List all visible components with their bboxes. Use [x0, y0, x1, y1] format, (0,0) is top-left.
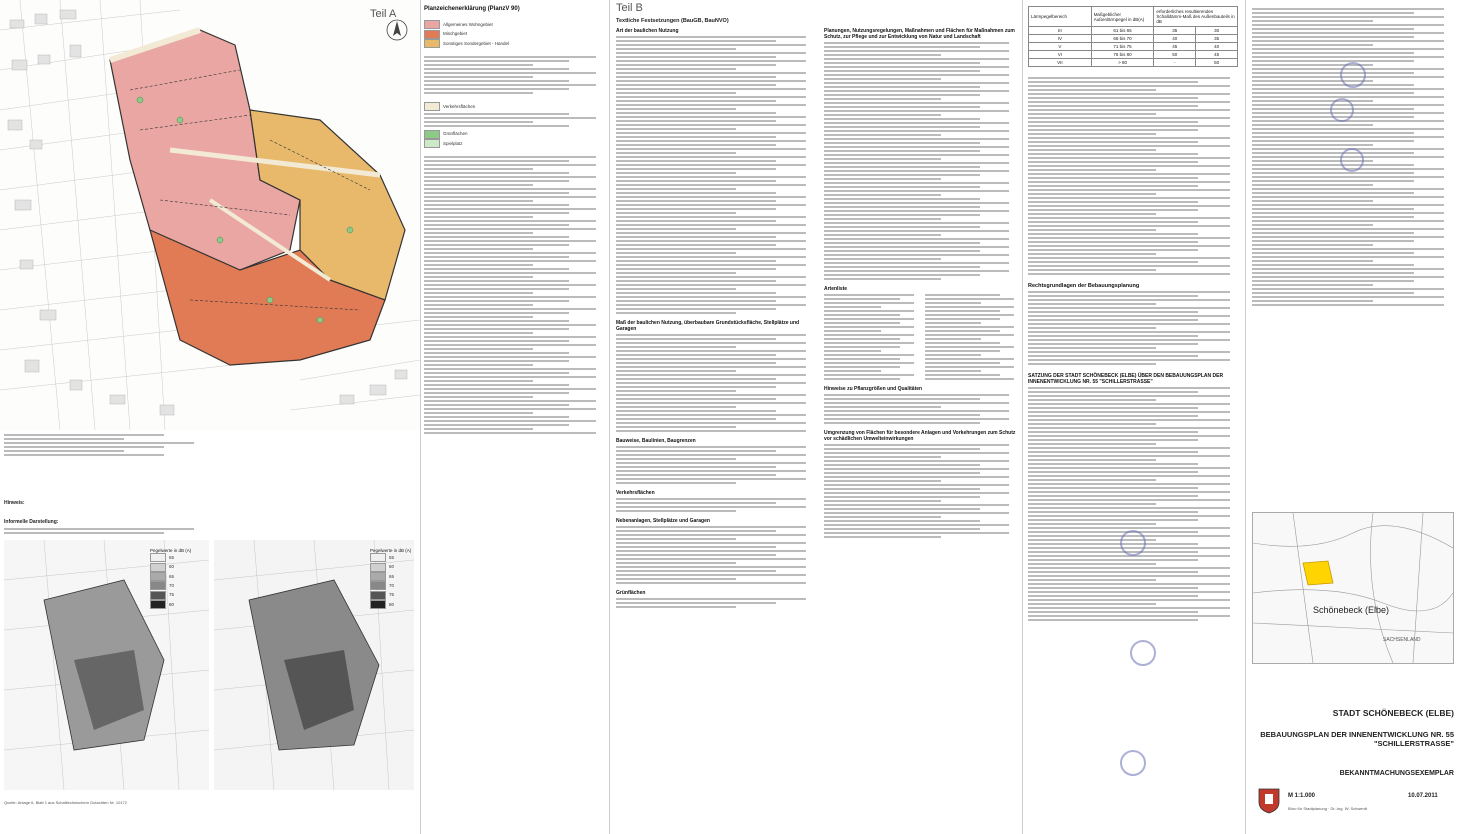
table-cell: 35 [1154, 27, 1196, 35]
table-cell: 45 [1154, 43, 1196, 51]
legend-item-gruen [424, 129, 605, 138]
noise-table [1028, 6, 1238, 67]
stamp-icon [1340, 62, 1366, 88]
pegel-value-2-3: 70 [389, 582, 395, 588]
table-cell: 45 [1196, 51, 1238, 59]
legend-item-verkehr-label: Verkehrsflächen [443, 103, 476, 109]
pegel-value-2-5: 80 [389, 601, 395, 607]
pegel-value-1-5: 80 [169, 601, 175, 607]
table-head-3: erforderliches resultierendes Schalldämm-Maß des Außenbauteils in dB [1154, 7, 1238, 27]
teil-a-label: Teil A [370, 8, 397, 20]
section-art: Art der baulichen Nutzung [616, 28, 679, 34]
teil-b-label: Teil B [616, 2, 643, 14]
table-head-1: Lärmpegelbereich [1029, 7, 1092, 27]
plan-city-title: STADT SCHÖNEBECK (ELBE) [1332, 708, 1454, 718]
table-head-2: Maßgeblicher Außenlärmpegel in dB(A) [1091, 7, 1154, 27]
pegel-legend-1 [150, 548, 191, 609]
pegel-value-1-2: 65 [169, 573, 175, 579]
table-row [1029, 27, 1238, 35]
plan-title: BEBAUUNGSPLAN DER INNENENTWICKLUNG NR. 55 "SCHILLERSTRASSE" [1260, 730, 1454, 748]
table-cell: III [1029, 27, 1092, 35]
pegel-value-1-4: 75 [169, 592, 175, 598]
teil-b-col-1 [616, 28, 816, 828]
stamp-icon [1120, 750, 1146, 776]
legend-item-gruen-label: Grünflächen [443, 131, 468, 137]
table-cell: 35 [1196, 35, 1238, 43]
location-map [1252, 512, 1454, 664]
stamp-box-left [4, 432, 204, 492]
stamp-icon [1340, 148, 1364, 172]
table-cell: V [1029, 43, 1092, 51]
teil-a-map [0, 0, 421, 834]
teil-b [612, 0, 1023, 834]
section-natur: Planungen, Nutzungsregelungen, Maßnahmen und Flächen für Maßnahmen zum Schutz, zur Pflege und zur Entwicklung von Natur und Landschaft [824, 28, 1015, 40]
hinweis-label: Hinweis: [4, 500, 25, 506]
right-text-column [1024, 0, 1246, 834]
source-note: Quelle: Anlage 6, Blatt 1 aus Schalltechnischem Gutachten Nr. 10172 [4, 800, 127, 805]
table-cell: 40 [1154, 35, 1196, 43]
section-pflanzgroessen: Hinweise zu Pflanzgrößen und Qualitäten [824, 386, 923, 392]
exemplar-label: BEKANNTMACHUNGSEXEMPLAR [1339, 770, 1454, 777]
section-gruen: Grünflächen [616, 590, 646, 596]
coat-of-arms-icon [1258, 788, 1280, 814]
map-region-label: SACHSENLAND [1383, 637, 1421, 643]
legend-item-wa [424, 20, 605, 29]
pegel-value-1-3: 70 [169, 582, 175, 588]
rechtsgrundlagen-heading: Rechtsgrundlagen der Bebauungsplanung [1028, 283, 1140, 289]
legend-column [420, 0, 610, 834]
pegel-value-1-0: 55 [169, 555, 175, 560]
table-row [1029, 35, 1238, 43]
section-verkehr: Verkehrsflächen [616, 490, 655, 496]
satzung-heading: SATZUNG DER STADT SCHÖNEBECK (ELBE) ÜBER DEN BEBAUUNGSPLAN DER INNENENTWICKLUNG NR. 55 "SCHILLERSTRASSE" [1028, 373, 1224, 385]
table-cell: > 80 [1091, 59, 1154, 67]
informelle-text [4, 526, 204, 536]
legend-item-so-label: Sonstiges Sondergebiet - Handel [443, 40, 510, 46]
scale-label: M 1:1.000 [1288, 793, 1316, 799]
stamp-icon [1130, 640, 1156, 666]
table-cell: 71 bis 75 [1091, 43, 1154, 51]
legend-item-so [424, 39, 605, 48]
table-row [1029, 43, 1238, 51]
main-plan-map [0, 0, 420, 430]
table-cell: 76 bis 80 [1091, 51, 1154, 59]
pegel-legend-title-1: Pegelwerte in dB (A) [150, 548, 192, 553]
pegel-value-2-0: 55 [389, 555, 395, 560]
buero-label: Büro für Stadtplanung · Dr.-Ing. W. Schwerdt [1288, 806, 1368, 811]
pegel-value-2-2: 65 [389, 573, 395, 579]
section-mass: Maß der baulichen Nutzung, überbaubare Grundstücksfläche, Stellplätze und Garagen [616, 320, 800, 332]
stamp-icon [1120, 530, 1146, 556]
legend-item-verkehr [424, 102, 605, 111]
legend-item-mi-label: Mischgebiet [443, 31, 468, 37]
pegel-value-2-1: 60 [389, 564, 395, 570]
table-cell: VII [1029, 59, 1092, 67]
section-bauweise: Bauweise, Baulinien, Baugrenzen [616, 438, 696, 444]
pegel-legend-title-2: Pegelwerte in dB (A) [370, 548, 412, 553]
title-block-column [1248, 0, 1458, 834]
legend-title: Planzeichenerklärung (PlanzV 90) [424, 6, 520, 12]
legend-item-wa-label: Allgemeines Wohngebiet [443, 22, 493, 27]
section-umwelt: Umgrenzung von Flächen für besondere Anlagen und Vorkehrungen zum Schutz vor schädlichen Umwelteinwirkungen [824, 430, 1016, 442]
table-cell: 40 [1196, 43, 1238, 51]
teil-b-col-2 [824, 28, 1019, 828]
informelle-darstellung: Informelle Darstellung: [4, 519, 59, 525]
legend-item-spiel [424, 139, 605, 148]
pegel-value-2-4: 75 [389, 592, 395, 598]
table-cell: IV [1029, 35, 1092, 43]
table-cell: - [1154, 59, 1196, 67]
teil-b-title: Textliche Festsetzungen (BauGB, BauNVO) [616, 18, 729, 24]
table-cell: 61 bis 65 [1091, 27, 1154, 35]
pegel-value-1-1: 60 [169, 564, 175, 570]
table-cell: 30 [1196, 27, 1238, 35]
pegel-legend-2 [370, 548, 411, 609]
section-artenliste: Artenliste [824, 286, 848, 292]
table-cell: 50 [1196, 59, 1238, 67]
date-label: 10.07.2011 [1408, 793, 1438, 799]
table-cell: 66 bis 70 [1091, 35, 1154, 43]
stamp-icon [1330, 98, 1354, 122]
table-cell: 50 [1154, 51, 1196, 59]
table-row [1029, 59, 1238, 67]
legend-item-mi [424, 29, 605, 38]
section-nebenanlagen: Nebenanlagen, Stellplätze und Garagen [616, 518, 710, 524]
map-city-label: Schönebeck (Elbe) [1313, 605, 1390, 615]
table-cell: VI [1029, 51, 1092, 59]
legend-item-spiel-label: Spielplatz [443, 140, 463, 146]
table-row [1029, 51, 1238, 59]
